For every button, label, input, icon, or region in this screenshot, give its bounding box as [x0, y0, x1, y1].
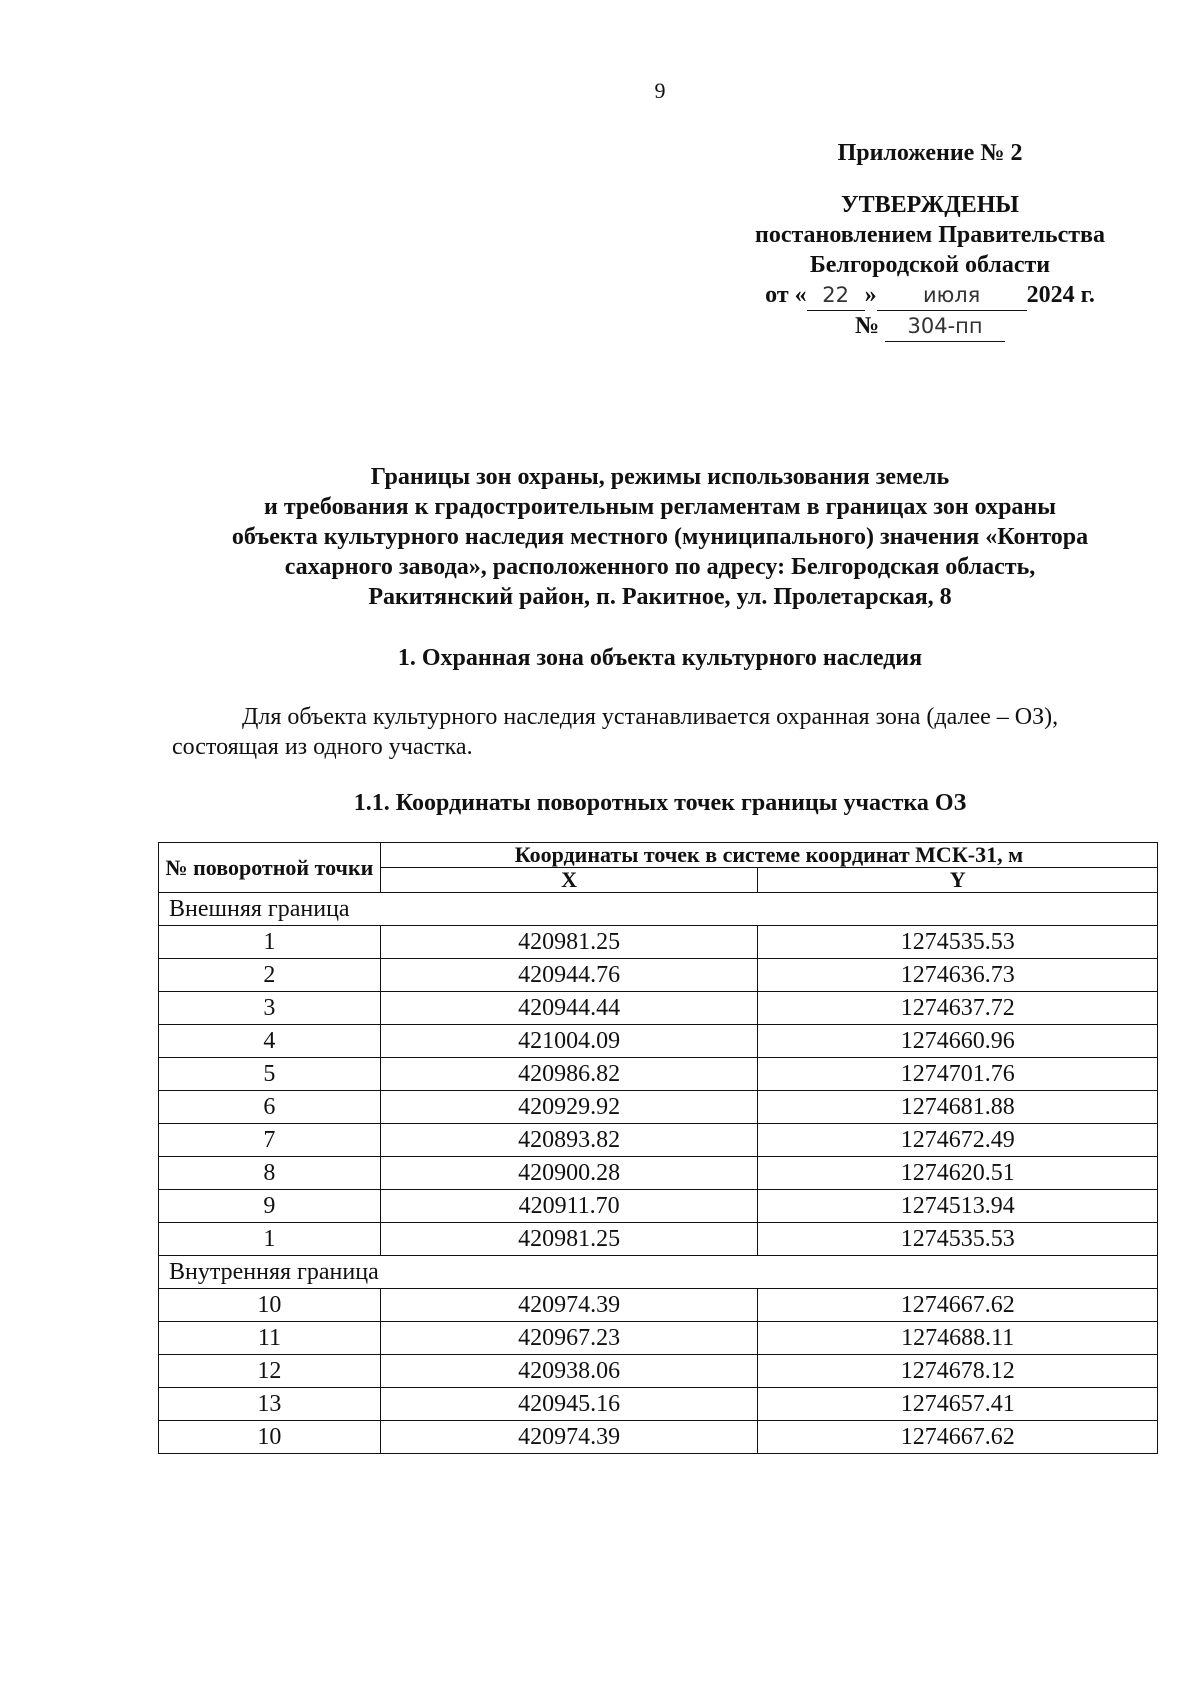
- x-coordinate-cell: 420945.16: [380, 1388, 758, 1421]
- point-number-cell: 5: [159, 1058, 381, 1091]
- table-row: [159, 1157, 1158, 1190]
- y-coordinate-cell: 1274620.51: [758, 1157, 1158, 1190]
- table-group-row: [159, 893, 1158, 926]
- table-row: [159, 1190, 1158, 1223]
- approved-heading: УТВЕРЖДЕНЫ: [841, 192, 1019, 218]
- group-label: Внутренняя граница: [159, 1256, 1158, 1289]
- table-row: [159, 1223, 1158, 1256]
- approval-line-2: Белгородской области: [809, 252, 1051, 278]
- y-coordinate-cell: 1274660.96: [758, 1025, 1158, 1058]
- point-number-cell: 13: [159, 1388, 381, 1421]
- y-coordinate-cell: 1274513.94: [758, 1190, 1158, 1223]
- date-day: 22: [807, 280, 865, 311]
- title-line: объекта культурного наследия местного (муниципального) значения «Контора: [231, 524, 1089, 550]
- y-coordinate-cell: 1274535.53: [758, 1223, 1158, 1256]
- x-coordinate-cell: 421004.09: [380, 1025, 758, 1058]
- x-coordinate-cell: 420974.39: [380, 1421, 758, 1454]
- date-month: июля: [877, 280, 1027, 311]
- x-coordinate-cell: 420986.82: [380, 1058, 758, 1091]
- number-value: 304-пп: [885, 311, 1005, 342]
- x-coordinate-cell: 420911.70: [380, 1190, 758, 1223]
- x-coordinate-cell: 420929.92: [380, 1091, 758, 1124]
- point-number-cell: 1: [159, 926, 381, 959]
- y-coordinate-cell: 1274657.41: [758, 1388, 1158, 1421]
- table-row: [159, 1322, 1158, 1355]
- x-coordinate-cell: 420981.25: [380, 926, 758, 959]
- point-number-cell: 10: [159, 1289, 381, 1322]
- page-number: 9: [654, 78, 666, 103]
- table-row: [159, 1388, 1158, 1421]
- y-coordinate-cell: 1274681.88: [758, 1091, 1158, 1124]
- table-row: [159, 1289, 1158, 1322]
- table-row: [159, 1025, 1158, 1058]
- table-row: [159, 926, 1158, 959]
- table-row: [159, 992, 1158, 1025]
- x-coordinate-cell: 420981.25: [380, 1223, 758, 1256]
- header-y: Y: [758, 868, 1158, 893]
- point-number-cell: 12: [159, 1355, 381, 1388]
- x-coordinate-cell: 420893.82: [380, 1124, 758, 1157]
- point-number-cell: 6: [159, 1091, 381, 1124]
- number-prefix: №: [854, 313, 880, 339]
- table-row: [159, 1124, 1158, 1157]
- point-number-cell: 7: [159, 1124, 381, 1157]
- y-coordinate-cell: 1274637.72: [758, 992, 1158, 1025]
- x-coordinate-cell: 420938.06: [380, 1355, 758, 1388]
- subsection-title: 1.1. Координаты поворотных точек границы участка ОЗ: [353, 790, 967, 816]
- y-coordinate-cell: 1274701.76: [758, 1058, 1158, 1091]
- appendix-label: Приложение № 2: [837, 140, 1023, 166]
- body-paragraph: Для объекта культурного наследия устанавливается охранная зона (далее – ОЗ), состоящая из одного участка.: [172, 704, 1059, 760]
- y-coordinate-cell: 1274667.62: [758, 1421, 1158, 1454]
- x-coordinate-cell: 420974.39: [380, 1289, 758, 1322]
- header-point: № поворотной точки: [159, 843, 381, 893]
- header-coords: Координаты точек в системе координат МСК-31, м: [380, 843, 1157, 868]
- coordinates-table: [158, 842, 1158, 1454]
- header-x: X: [380, 868, 758, 893]
- approval-date: [720, 280, 1140, 311]
- point-number-cell: 3: [159, 992, 381, 1025]
- table-row: [159, 1355, 1158, 1388]
- y-coordinate-cell: 1274688.11: [758, 1322, 1158, 1355]
- point-number-cell: 4: [159, 1025, 381, 1058]
- document-title: [160, 462, 1160, 612]
- point-number-cell: 11: [159, 1322, 381, 1355]
- date-prefix: от «: [765, 282, 807, 308]
- table-row: [159, 1421, 1158, 1454]
- y-coordinate-cell: 1274672.49: [758, 1124, 1158, 1157]
- y-coordinate-cell: 1274535.53: [758, 926, 1158, 959]
- table-row: [159, 1058, 1158, 1091]
- date-year: 2024 г.: [1026, 282, 1095, 308]
- approval-block: [720, 138, 1140, 342]
- title-line: Границы зон охраны, режимы использования земель: [370, 464, 950, 490]
- y-coordinate-cell: 1274667.62: [758, 1289, 1158, 1322]
- point-number-cell: 9: [159, 1190, 381, 1223]
- section-title: 1. Охранная зона объекта культурного наследия: [397, 645, 923, 671]
- title-line: Ракитянский район, п. Ракитное, ул. Пролетарская, 8: [368, 584, 952, 610]
- point-number-cell: 10: [159, 1421, 381, 1454]
- table-group-row: [159, 1256, 1158, 1289]
- x-coordinate-cell: 420944.76: [380, 959, 758, 992]
- point-number-cell: 2: [159, 959, 381, 992]
- table-row: [159, 1091, 1158, 1124]
- date-mid: »: [864, 282, 877, 308]
- table-row: [159, 959, 1158, 992]
- title-line: сахарного завода», расположенного по адресу: Белгородская область,: [284, 554, 1036, 580]
- x-coordinate-cell: 420944.44: [380, 992, 758, 1025]
- x-coordinate-cell: 420900.28: [380, 1157, 758, 1190]
- group-label: Внешняя граница: [159, 893, 1158, 926]
- y-coordinate-cell: 1274636.73: [758, 959, 1158, 992]
- y-coordinate-cell: 1274678.12: [758, 1355, 1158, 1388]
- title-line: и требования к градостроительным регламентам в границах зон охраны: [264, 494, 1056, 520]
- point-number-cell: 1: [159, 1223, 381, 1256]
- approval-number: [720, 311, 1140, 342]
- x-coordinate-cell: 420967.23: [380, 1322, 758, 1355]
- point-number-cell: 8: [159, 1157, 381, 1190]
- approval-line-1: постановлением Правительства: [754, 222, 1105, 248]
- coordinates-table-body: [159, 893, 1158, 1454]
